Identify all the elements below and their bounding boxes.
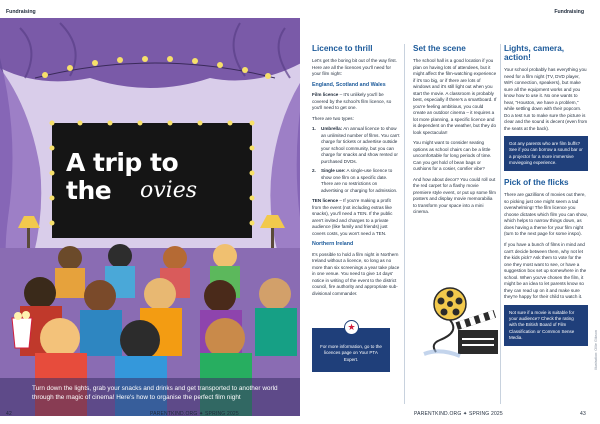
flicks-paragraph-1: There are gazillions of movies out there, so picking just one might seem a tad overwhelming! The film licence you choose dictates which film you can show, which helps to narrow things down, as does having a theme for your film night (turn to the next page for some inspo). [504, 192, 588, 237]
list-label: Umbrella: [321, 126, 343, 132]
scene-paragraph-3: And how about decor? You could roll out the red carpet for a flashy movie premiere style event, or put up some film posters and display movie memorabilia to transform your space into a mini cinema. [413, 176, 496, 215]
list-text [321, 168, 400, 194]
star-icon: ★ [344, 320, 359, 335]
tip-box-projector: Got any parents who are film buffs? See if you can borrow a sound bar or a projector for a more immersive moviegoing experience. [504, 136, 588, 171]
scene-paragraph-2: You might want to consider seating options as school chairs can be a little uncomfortable for long periods of time. Can you get hold of bean bags or cushions for a cosier, comfier vibe? [413, 140, 492, 172]
heading-pick-of-the-flicks: Pick of the flicks [504, 178, 569, 188]
section-tag: Fundraising [554, 9, 584, 15]
film-reel-clapperboard-illustration [420, 282, 508, 360]
scene-paragraph-1: The school hall is a good location if you plan on having lots of attendees, but it might affect the film-watching experience if it's too big, or if there are lots of windows and it's still light out when you start the movie. A classroom is probably best, especially if there's a smartboard. If you're feeling ambitious, you could create an outdoor cinema – it requires a lot more planning, a specific licence and is dependent on the weather, but they do look spectacular! [413, 58, 497, 135]
licence-types-intro: There are two types: [312, 115, 354, 121]
film-licence-text: – It's unlikely you'll be covered by the school's film licence, so you'll need to get one. [312, 92, 392, 111]
column-lights-camera [504, 44, 588, 353]
licences-intro: Let's get the boring bit out of the way first. Here are all the licences you'll need for your film night: [312, 58, 397, 77]
film-licence-label: Film licence [312, 92, 339, 98]
northern-ireland-paragraph: It's possible to hold a film night in Northern Ireland without a licence, so long as no more than six screenings a year take place in one venue. You need to give 14 days' notice in writing of the event to the district council, fire authority and appropriate sub-divisional commander. [312, 251, 400, 296]
info-box-text: For more information, go to the licences page on Your PTA Expert. [320, 344, 382, 362]
ten-licence-paragraph [312, 198, 400, 237]
licence-types-list [312, 126, 400, 194]
tip-box-ratings: Not sure if a movie is suitable for your audience? Check the rating with the British Board of Film Classification or Common Sense Media. [504, 305, 588, 346]
title-line-1: A trip to [66, 148, 179, 177]
title-line-2b: ovies [140, 178, 198, 203]
list-number: 1. [312, 126, 316, 132]
info-box-licences[interactable] [312, 322, 390, 372]
footer-site: PARENTKIND.ORG ✦ SPRING 2025 [414, 411, 503, 417]
list-label: Single use: [321, 168, 346, 174]
title-line-2a: the [66, 176, 112, 205]
section-tag: Fundraising [6, 9, 36, 15]
list-body: A single-use licence to show one film on a specific date. There are no restrictions on advertising or charging for admission. [321, 168, 398, 193]
subheading-northern-ireland: Northern Ireland [312, 241, 354, 248]
heading-set-the-scene: Set the scene [413, 44, 466, 53]
illustration-credit: Illustration: Ollie Gibson [594, 330, 598, 371]
page-number: 42 [6, 411, 12, 417]
heading-licence-to-thrill: Licence to thrill [312, 44, 373, 53]
ten-licence-label: TEN licence [312, 198, 339, 204]
ten-licence-text: – If you're making a profit from the event (not including extras like snacks), you'll need a TEN. If the public aren't invited and charges to a private audience (like family and friends) just covers costs, you won't need a TEN. [312, 198, 393, 236]
column-set-the-scene [413, 44, 497, 220]
list-item [312, 126, 400, 165]
footer-site: PARENTKIND.ORG ✦ SPRING 2025 [150, 411, 239, 417]
page-number: 43 [580, 411, 586, 417]
list-number: 2. [312, 168, 316, 174]
feature-standfirst: Turn down the lights, grab your snacks and drinks and get transported to another world through the magic of cinema! Here's how to organise the perfect film night [32, 385, 278, 402]
column-licences [312, 44, 400, 302]
subheading-gb: England, Scotland and Wales [312, 81, 386, 88]
right-page [300, 0, 600, 424]
list-text [321, 126, 400, 165]
list-item [312, 168, 400, 194]
list-body: An annual licence to show an unlimited number of films. You can't charge for tickets or advertise outside your school community, but you can charge for snacks and show rented or purchased DVDs. [321, 126, 400, 164]
column-divider [404, 44, 405, 404]
film-licence-paragraph [312, 92, 400, 112]
cinema-illustration [0, 18, 300, 416]
heading-lights-camera-action: Lights, camera, action! [504, 44, 565, 63]
flicks-paragraph-2: If you have a bunch of films in mind and can't decide between them, why not let the kids pick? Ask them to vote for the one they most want to see, or have a suggestion box set up somewhere in the school. When you've chosen the film, it might be an idea to let parents know so they can read up on it and make sure they're happy for their child to watch it. [504, 242, 587, 300]
equipment-paragraph: Your school probably has everything you need for a film night (TV, DVD player, WiFi connection, speakers), but make sure all the equipment works and you know how to use it. No one wants to hear, "Houston, we have a problem," while settling down with their popcorn. Do a test run to make sure the picture is clear and the sound is decent (even from the seats at the back). [504, 67, 588, 131]
